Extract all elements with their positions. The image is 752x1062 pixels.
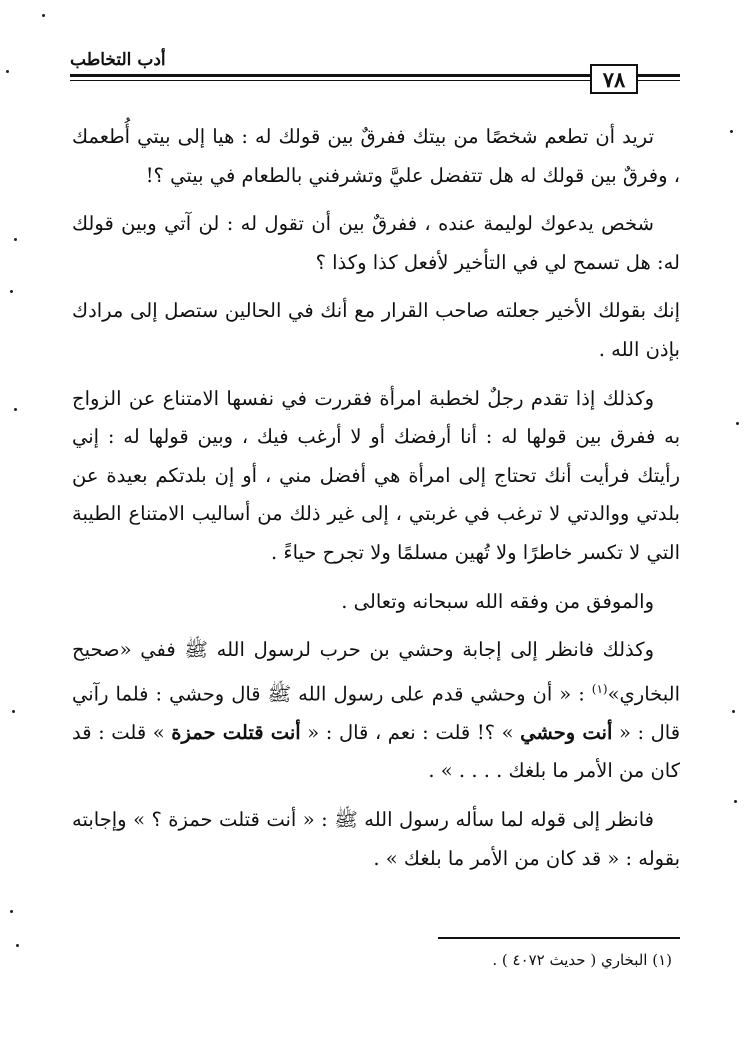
scan-speck <box>736 422 739 425</box>
p6-part-c: » ؟! قلت : نعم ، قال : « <box>307 720 514 744</box>
header-rule-top <box>70 74 590 77</box>
scan-speck <box>16 944 19 947</box>
scan-speck <box>42 14 45 17</box>
header-rule-right-top <box>638 74 680 77</box>
scan-speck <box>734 800 737 803</box>
scan-speck <box>10 910 13 913</box>
p6-part-a: وكذلك فانظر إلى إجابة وحشي بن حرب لرسول الله ﷺ ففي «صحيح البخاري» <box>72 638 680 706</box>
header-rule-bottom <box>70 80 590 81</box>
header-rule-right-bottom <box>638 80 680 81</box>
scan-speck <box>730 130 733 133</box>
p6-part-b: : « أن وحشي قدم على رسول الله ﷺ قال وحشي : فلما رآني قال : « <box>72 682 681 744</box>
paragraph-1: تريد أن تطعم شخصًا من بيتك ففرقٌ بين قولك له : هيا إلى بيتي أُطعمك ، وفرقٌ بين قولك له هل تتفضل عليَّ وتشرفني بالطعام في بيتي ؟! <box>72 125 680 187</box>
paragraph-2: شخص يدعوك لوليمة عنده ، ففرقٌ بين أن تقول له : لن آتي وبين قولك له: هل تسمح لي في التأخير لأفعل كذا وكذا ؟ <box>72 212 680 274</box>
footnote-reference: (١) <box>591 681 608 696</box>
scan-speck <box>14 408 17 411</box>
scan-speck <box>6 70 9 73</box>
main-text <box>72 118 680 888</box>
quote-anta-qatalta-hamza: أنت قتلت حمزة <box>171 720 301 744</box>
paragraph-5: والموفق من وفقه الله سبحانه وتعالى . <box>341 589 654 613</box>
paragraph-7: فانظر إلى قوله لما سأله رسول الله ﷺ : « أنت قتلت حمزة ؟ » وإجابته بقوله : « قد كان من الأمر ما بلغك » . <box>72 808 680 870</box>
p6-part-d: » قلت : قد كان من الأمر ما بلغك . . . . » . <box>72 720 680 783</box>
page-number: ٧٨ <box>590 64 638 94</box>
footnote-divider <box>438 937 680 939</box>
quote-anta-wahshi: أنت وحشي <box>520 720 613 744</box>
paragraph-6 <box>72 631 680 791</box>
scan-speck <box>12 710 15 713</box>
scan-speck <box>732 710 735 713</box>
footnote: (١) البخاري ( حديث ٤٠٧٢ ) . <box>492 951 672 969</box>
paragraph-4: وكذلك إذا تقدم رجلٌ لخطبة امرأة فقررت في نفسها الامتناع عن الزواج به ففرق بين قولها له : أنا أرفضك أو لا أرغب فيك ، وبين قولها له : إني رأيتك فرأيت أنك تحتاج إلى امرأة هي أفضل مني ، أو إن بلدتكم بعيدة عن بلدتي ووالدتي لا ترغب في غربتي ، إلى غير ذلك من أساليب الامتناع الطيبة التي لا تكسر خاطرًا ولا تُهين مسلمًا ولا تجرح حياءً . <box>72 386 680 564</box>
paragraph-3: إنك بقولك الأخير جعلته صاحب القرار مع أنك في الحالين ستصل إلى مرادك بإذن الله . <box>72 299 680 361</box>
scan-speck <box>14 238 17 241</box>
running-title: أدب التخاطب <box>70 50 166 70</box>
scan-speck <box>10 290 13 293</box>
